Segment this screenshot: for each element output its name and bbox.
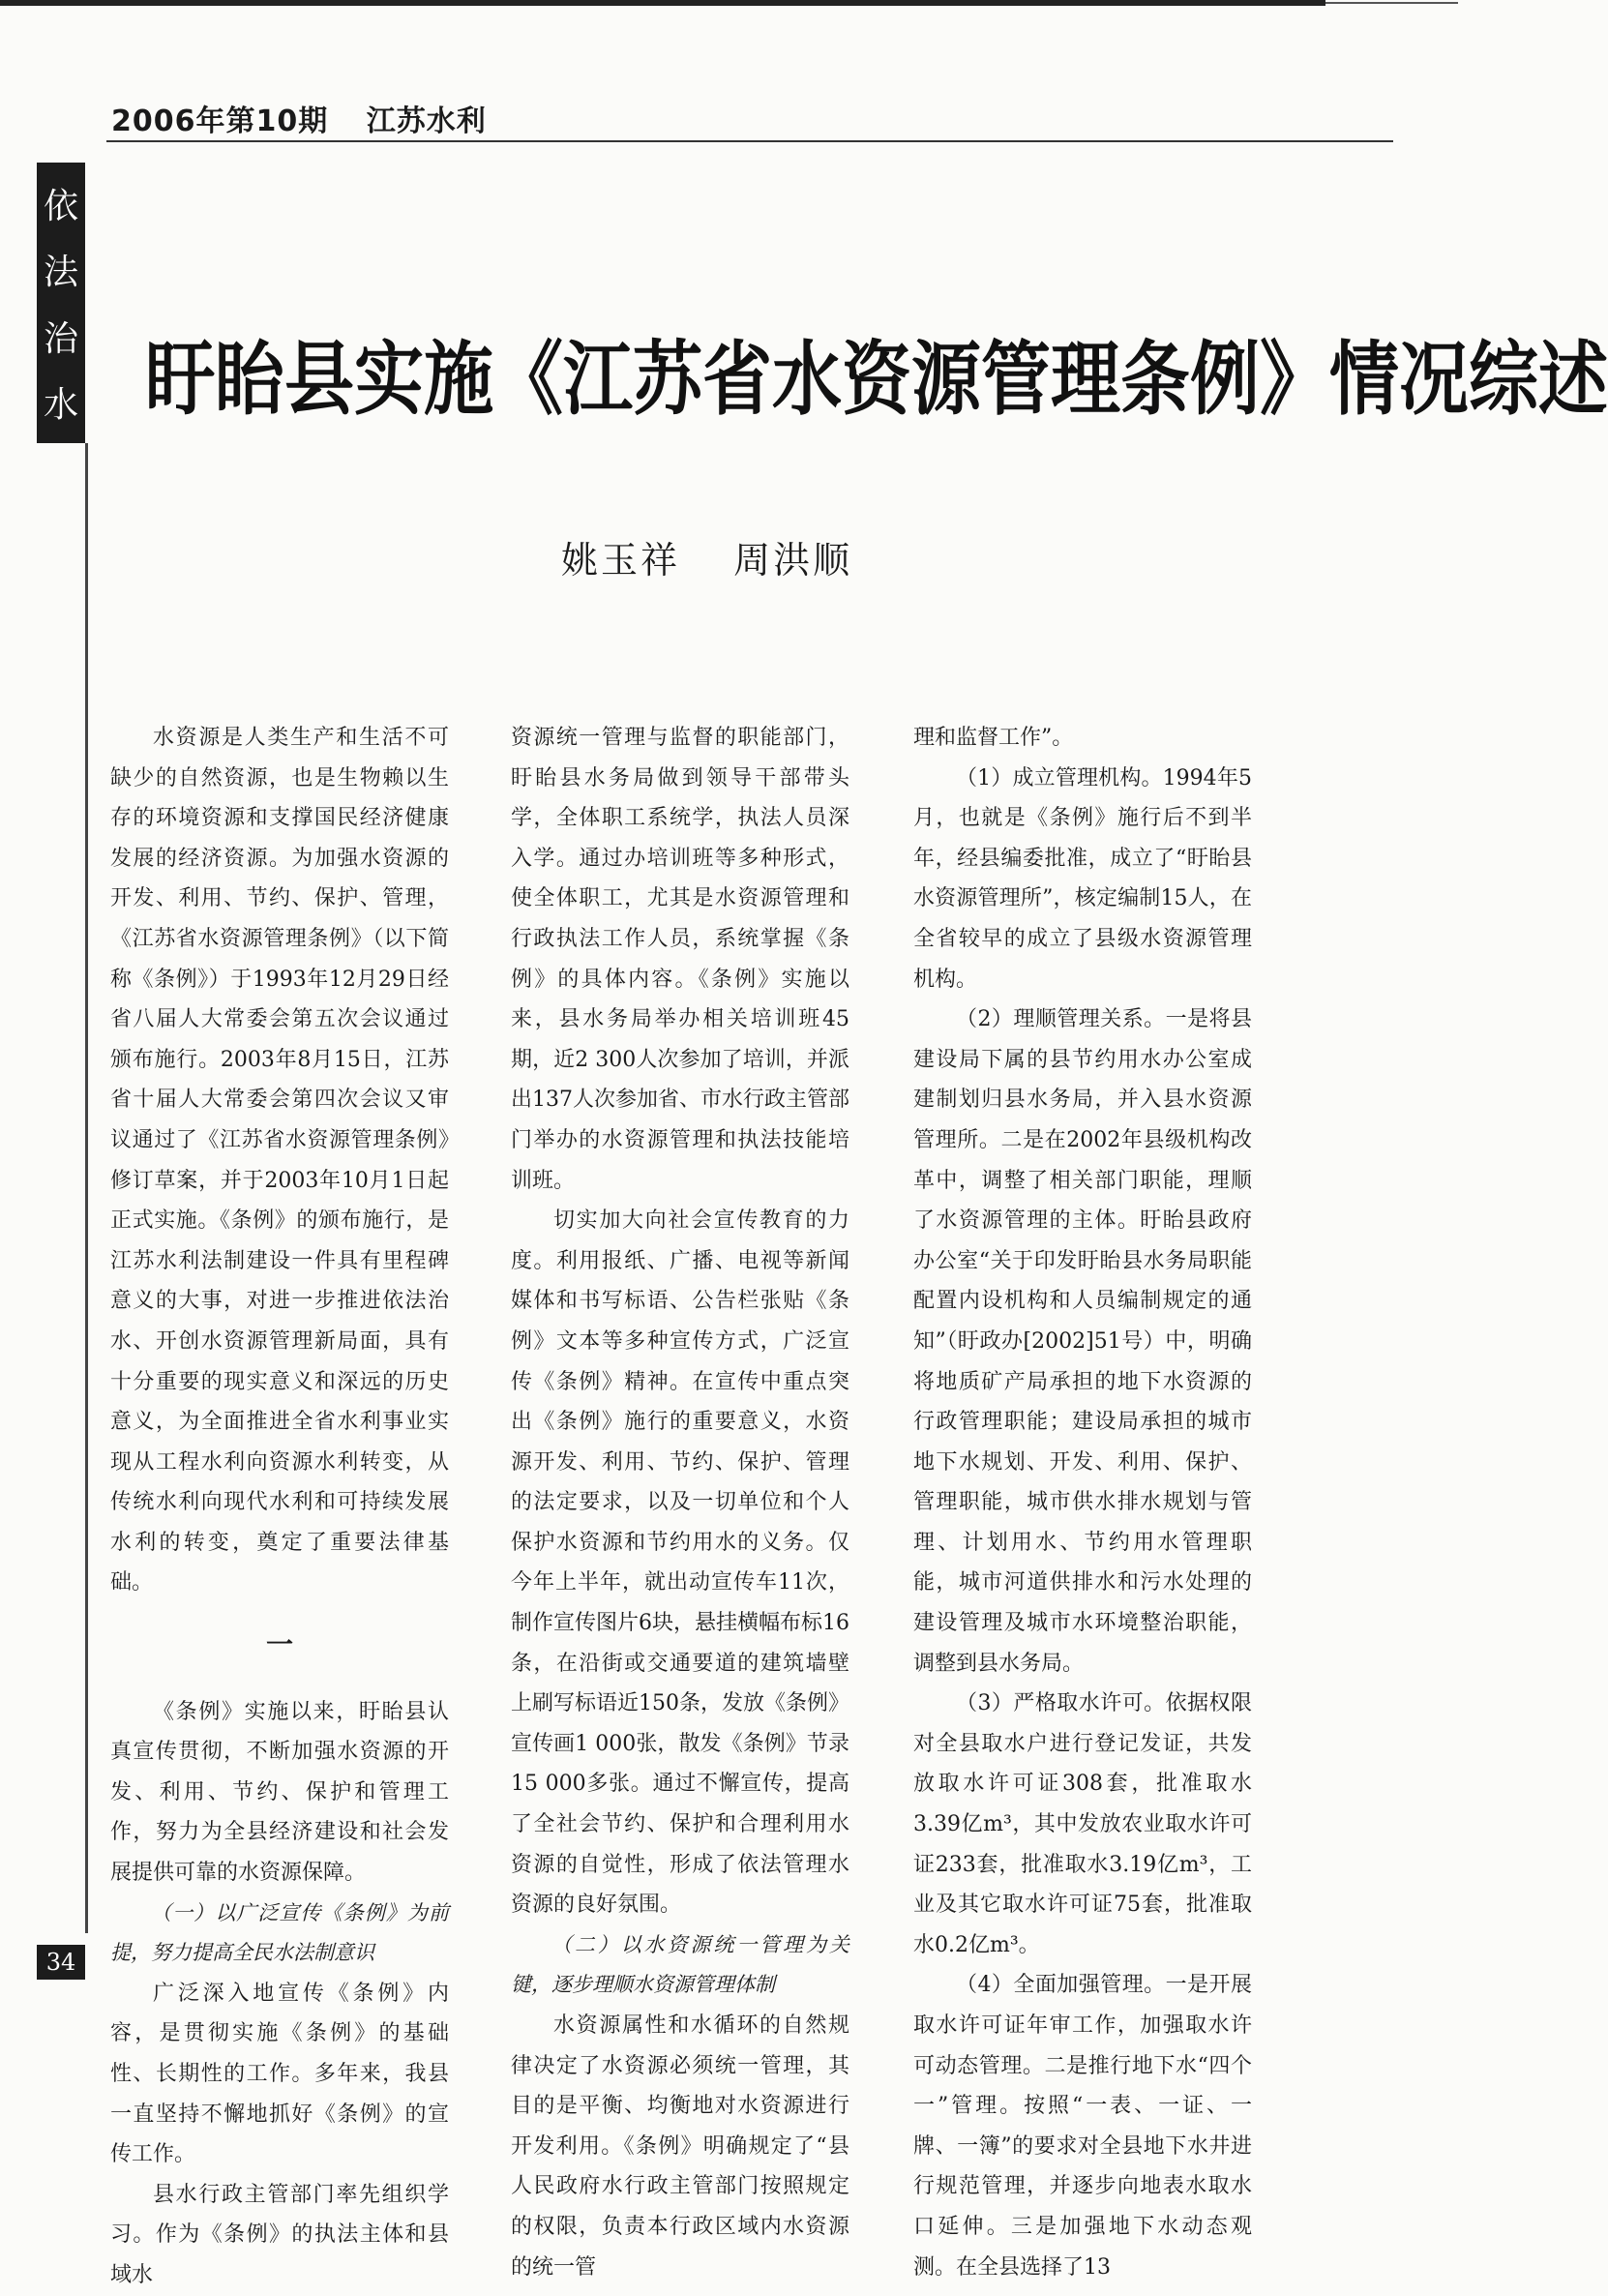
section-number: 一: [265, 1628, 293, 1661]
side-tab-char: 依: [43, 186, 78, 226]
paragraph: 《条例》实施以来，盱眙县认真宣传贯彻，不断加强水资源的开发、利用、节约、保护和管理工作，努力为全县经济建设和社会发展提供可靠的水资源保障。: [110, 1699, 449, 1886]
side-tab-char: 治: [43, 318, 78, 359]
running-header: [111, 97, 514, 139]
left-margin-line: [85, 443, 88, 1933]
paragraph: 水资源是人类生产和生活不可缺少的自然资源，也是生物赖以生存的环境资源和支撑国民经济健康发展的经济资源。为加强水资源的开发、利用、节约、保护、管理，《江苏省水资源管理条例》（以下简称《条例》）于1993年12月29日经省八届人大常委会第五次会议通过颁布施行。2003年8月15日，江苏省十届人大常委会第四次会议又审议通过了《江苏省水资源管理条例》修订草案，并于2003年10月1日起正式实施。《条例》的颁布施行，是江苏水利法制建设一件具有里程碑意义的大事，对进一步推进依法治水、开创水资源管理新局面，具有十分重要的现实意义和深远的历史意义，为全面推进全省水利事业实现从工程水利向资源水利转变，从传统水利向现代水利和可持续发展水利的转变，奠定了重要法律基础。: [110, 726, 449, 1595]
author-name: 姚玉祥: [561, 539, 681, 581]
top-rule: [0, 0, 1325, 6]
header-rule: [106, 140, 1393, 142]
paragraph: 理和监督工作”。: [913, 726, 1074, 750]
page-number: 34: [37, 1945, 85, 1980]
section-side-tab: [37, 163, 85, 443]
paragraph: 县水行政主管部门率先组织学习。作为《条例》的执法主体和县域水: [110, 2182, 449, 2287]
text-column-1: [110, 718, 449, 2296]
side-tab-char: 水: [43, 385, 78, 426]
journal-name: 江苏水利: [366, 104, 487, 138]
subsection-heading: （一）以广泛宣传《条例》为前提，努力提高全民水法制意识: [110, 1900, 449, 1965]
paragraph: 资源统一管理与监督的职能部门，盱眙县水务局做到领导干部带头学，全体职工系统学，执法人员深入学。通过办培训班等多种形式，使全体职工，尤其是水资源管理和行政执法工作人员，系统掌握《条例》的具体内容。《条例》实施以来，县水务局举办相关培训班45期，近2 300人次参加了培训，并派出137人次参加省、市水行政主管部门举办的水资源管理和执法技能培训班。: [511, 726, 849, 1193]
author-name: 周洪顺: [733, 539, 853, 581]
authors: [561, 530, 891, 583]
paragraph: 切实加大向社会宣传教育的力度。利用报纸、广播、电视等新闻媒体和书写标语、公告栏张贴《条例》文本等多种宣传方式，广泛宣传《条例》精神。在宣传中重点突出《条例》施行的重要意义，水资源开发、利用、节约、保护、管理的法定要求，以及一切单位和个人保护水资源和节约用水的义务。仅今年上半年，就出动宣传车11次，制作宣传图片6块，悬挂横幅布标16条，在沿街或交通要道的建筑墙壁上刷写标语近150条，发放《条例》宣传画1 000张，散发《条例》节录15 000多张。通过不懈宣传，提高了全社会节约、保护和合理利用水资源的自觉性，形成了依法管理水资源的良好氛围。: [511, 1208, 849, 1918]
article-title: 盱眙县实施《江苏省水资源管理条例》情况综述: [145, 332, 1608, 426]
side-tab-char: 法: [43, 253, 78, 293]
paragraph: （2）理顺管理关系。一是将县建设局下属的县节约用水办公室成建制划归县水务局，并入县水资源管理所。二是在2002年县级机构改革中，调整了相关部门职能，理顺了水资源管理的主体。盱眙县政府办公室“关于印发盱眙县水务局职能配置内设机构和人员编制规定的通知”（盱政办[2002]51号）中，明确将地质矿产局承担的地下水资源的行政管理职能；建设局承担的城市地下水规划、开发、利用、保护、管理职能，城市供水排水规划与管理、计划用水、节约用水管理职能，城市河道供排水和污水处理的建设管理及城市水环境整治职能，调整到县水务局。: [913, 1007, 1252, 1676]
paragraph: （3）严格取水许可。依据权限对全县取水户进行登记发证，共发放取水许可证308套，批准取水3.39亿m³，其中发放农业取水许可证233套，批准取水3.19亿m³，工业及其它取水许可证75套，批准取水0.2亿m³。: [913, 1691, 1252, 1957]
paragraph: 广泛深入地宣传《条例》内容，是贯彻实施《条例》的基础性、长期性的工作。多年来，我县一直坚持不懈地抓好《条例》的宣传工作。: [110, 1981, 449, 2167]
paragraph: （1）成立管理机构。1994年5月，也就是《条例》施行后不到半年，经县编委批准，成立了“盱眙县水资源管理所”，核定编制15人，在全省较早的成立了县级水资源管理机构。: [913, 765, 1252, 992]
top-rule-thin: [1325, 2, 1458, 4]
paragraph: （4）全面加强管理。一是开展取水许可证年审工作，加强取水许可动态管理。二是推行地下水“四个一”管理。按照“一表、一证、一牌、一簿”的要求对全县地下水井进行规范管理，并逐步向地表水取水口延伸。三是加强地下水动态观测。在全县选择了13: [913, 1973, 1252, 2280]
subsection-heading: （二）以水资源统一管理为关键，逐步理顺水资源管理体制: [511, 1932, 849, 1997]
text-column-2: [511, 718, 849, 2287]
paragraph: 水资源属性和水循环的自然规律决定了水资源必须统一管理，其目的是平衡、均衡地对水资源进行开发利用。《条例》明确规定了“县人民政府水行政主管部门按照规定的权限，负责本行政区域内水资源的统一管: [511, 2013, 849, 2280]
text-column-3: [913, 718, 1252, 2287]
issue-label: 2006年第10期: [111, 104, 329, 138]
